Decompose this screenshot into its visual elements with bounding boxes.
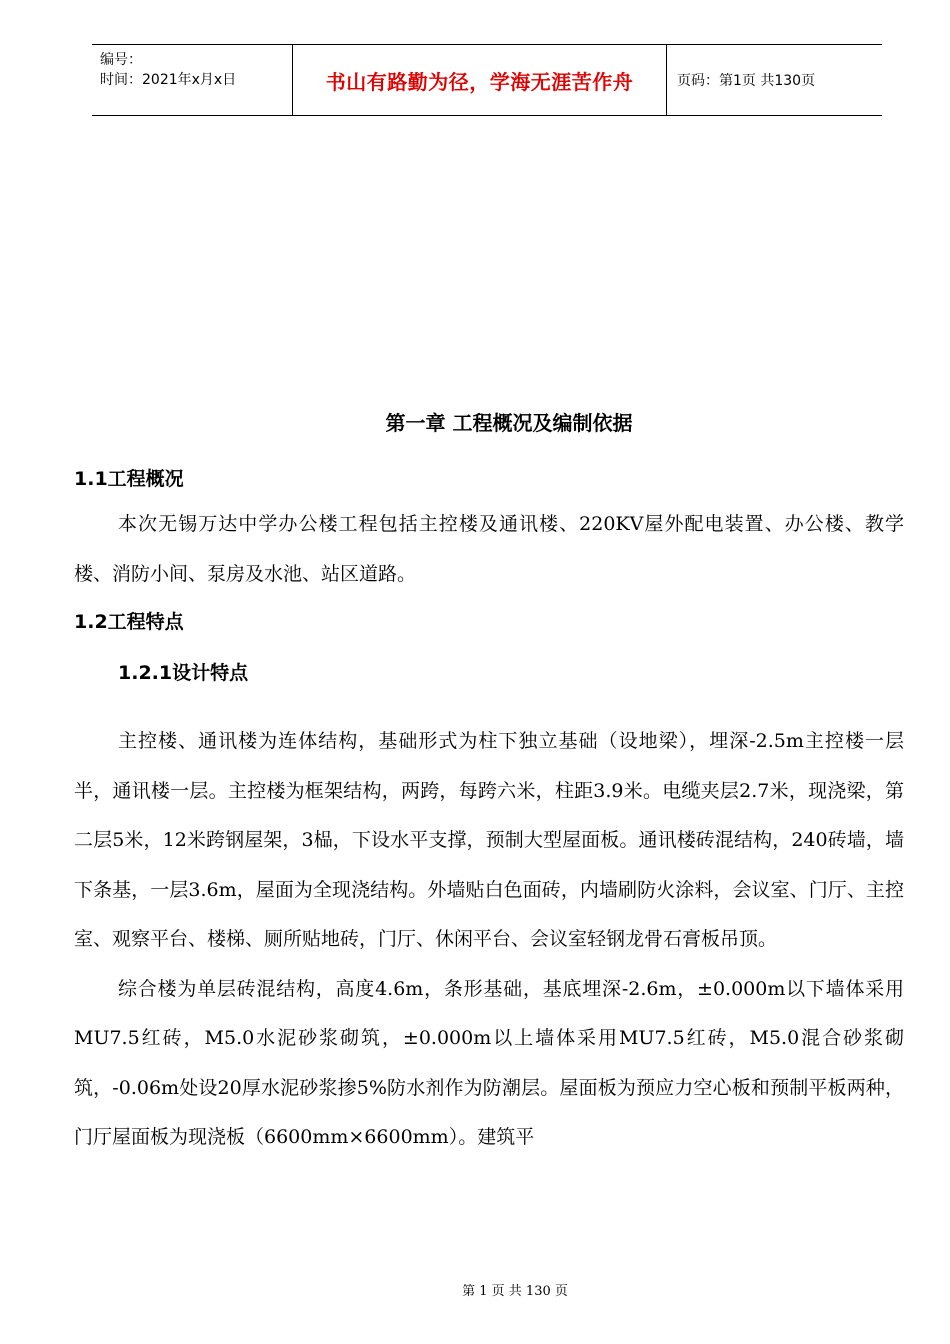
page-header	[92, 44, 882, 116]
section-1-1-paragraph: 本次无锡万达中学办公楼工程包括主控楼及通讯楼、220KV屋外配电装置、办公楼、教学楼、消防小间、泵房及水池、站区道路。	[74, 513, 904, 585]
header-motto: 书山有路勤为径，学海无涯苦作舟	[293, 45, 667, 115]
section-heading-1-2: 1.2工程特点	[74, 611, 184, 633]
header-page-info: 页码：第1页 共130页	[677, 73, 816, 89]
design-paragraph-1: 主控楼、通讯楼为连体结构，基础形式为柱下独立基础（设地梁），埋深-2.5m主控楼一层半，通讯楼一层。主控楼为框架结构，两跨，每跨六米，柱距3.9米。电缆夹层2.7米，现浇梁，第二层5米，12米跨钢屋架，3榀，下设水平支撑，预制大型屋面板。通讯楼砖混结构，240砖墙，墙下条基，一层3.6m，屋面为全现浇结构。外墙贴白色面砖，内墙刷防火涂料，会议室、门厅、主控室、观察平台、楼梯、厕所贴地砖，门厅、休闲平台、会议室轻钢龙骨石膏板吊顶。	[74, 730, 904, 950]
chapter-title: 第一章 工程概况及编制依据	[385, 411, 633, 435]
subsection-heading-1-2-1: 1.2.1设计特点	[118, 662, 249, 684]
page-footer: 第 1 页 共 130 页	[462, 1284, 568, 1299]
design-paragraph-2: 综合楼为单层砖混结构，高度4.6m，条形基础，基底埋深-2.6m，±0.000m以下墙体采用MU7.5红砖，M5.0水泥砂浆砌筑，±0.000m以上墙体采用MU7.5红砖，M5.0混合砂浆砌筑，-0.06m处设20厚水泥砂浆掺5%防水剂作为防潮层。屋面板为预应力空心板和预制平板两种，门厅屋面板为现浇板（6600mm×6600mm）。建筑平	[74, 977, 904, 1148]
time-label: 时间：2021年x月x日	[100, 72, 237, 88]
doc-number-label: 编号：	[100, 52, 142, 68]
header-left-cell	[92, 45, 293, 115]
document-body	[74, 404, 904, 1163]
section-heading-1-1: 1.1工程概况	[74, 468, 184, 490]
